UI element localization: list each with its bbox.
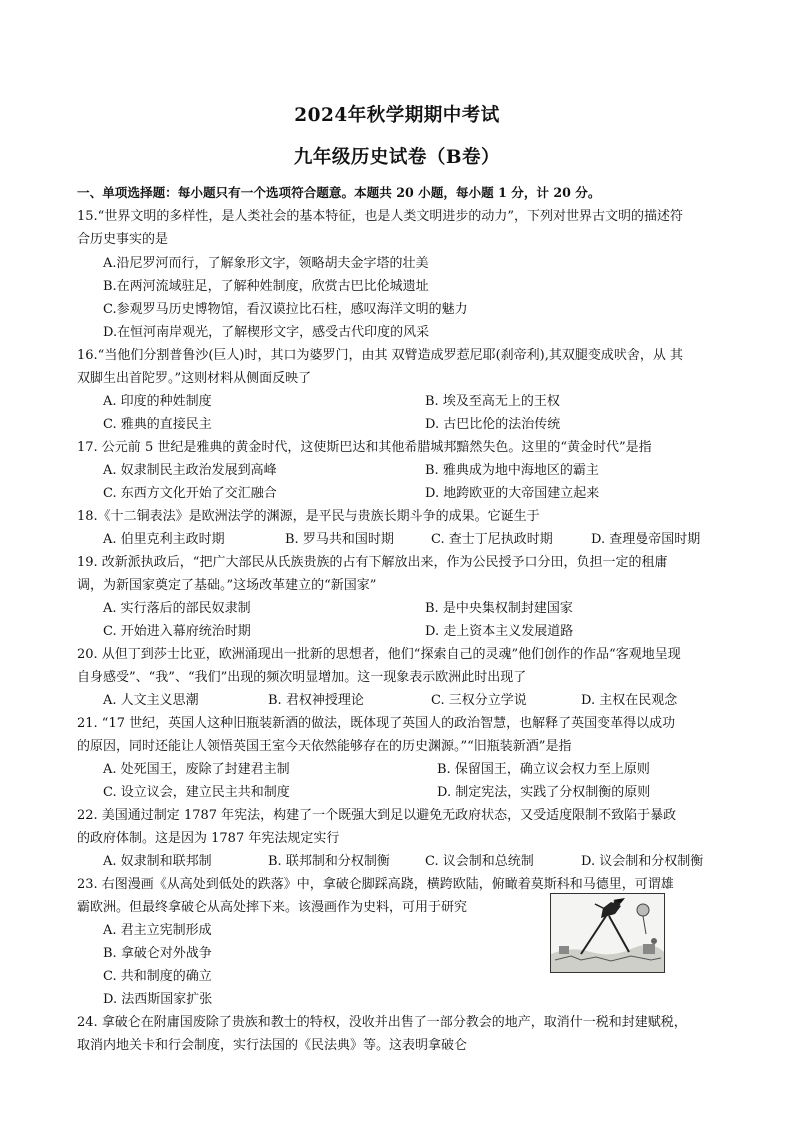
q18-option-b: B. 罗马共和国时期 (285, 532, 394, 547)
q20-stem-line-2: 自身感受”、“我”、“我们”出现的频次明显增加。这一现象表示欧洲此时出现了 (77, 670, 527, 685)
q22-option-d: D. 议会制和分权制衡 (581, 854, 704, 869)
q19-option-a: A. 实行落后的部民奴隶制 (103, 601, 251, 616)
q17-option-a: A. 奴隶制民主政治发展到高峰 (103, 463, 277, 478)
exam-title: 2024年秋学期期中考试 (294, 105, 500, 126)
q15-option-d: D.在恒河南岸观光，了解楔形文字，感受古代印度的风采 (103, 325, 430, 340)
q21-option-d: D. 制定宪法，实践了分权制衡的原则 (437, 785, 651, 800)
q20-option-c: C. 三权分立学说 (431, 693, 527, 708)
q18-option-d: D. 查理曼帝国时期 (591, 532, 701, 547)
q17-option-b: B. 雅典成为地中海地区的霸主 (425, 463, 599, 478)
q19-stem-line-2: 调，为新国家奠定了基础。”这场改革建立的“新国家” (77, 578, 377, 593)
q17-option-c: C. 东西方文化开始了交汇融合 (103, 486, 277, 501)
q21-option-b: B. 保留国王，确立议会权力至上原则 (437, 762, 650, 777)
q22-option-b: B. 联邦制和分权制衡 (268, 854, 390, 869)
q22-stem-line-1: 22. 美国通过制定 1787 年宪法，构建了一个既强大到足以避免无政府状态，又受适度限制不致陷于暴政 (77, 808, 677, 823)
q21-option-a: A. 处死国王，废除了封建君主制 (103, 762, 290, 777)
q18-option-c: C. 查士丁尼执政时期 (431, 532, 553, 547)
napoleon-cartoon-image (550, 893, 665, 973)
q20-option-b: B. 君权神授理论 (268, 693, 364, 708)
q20-stem-line-1: 20. 从但丁到莎士比亚，欧洲涌现出一批新的思想者，他们“探索自己的灵魂”他们创作的作品“客观地呈现 (77, 647, 681, 662)
q16-stem-line-1: 16.“当他们分割普鲁沙(巨人)时，其口为婆罗门，由其 双臂造成罗惹尼耶(刹帝利),其双腿变成吠舍，从 其 (77, 348, 684, 363)
q21-stem-line-2: 的原因，同时还能让人领悟英国王室今天依然能够存在的历史渊源。”“旧瓶装新酒”是指 (77, 739, 572, 754)
q19-option-c: C. 开始进入幕府统治时期 (103, 624, 251, 639)
cartoon-drawing (551, 894, 664, 972)
q23-option-a: A. 君主立宪制形成 (103, 923, 212, 938)
q24-stem-line-1: 24. 拿破仑在附庸国废除了贵族和教士的特权，没收并出售了一部分教会的地产，取消什一税和封建赋税， (77, 1015, 687, 1030)
q18-option-a: A. 伯里克利主政时期 (103, 532, 225, 547)
q17-option-d: D. 地跨欧亚的大帝国建立起来 (425, 486, 600, 501)
q23-option-d: D. 法西斯国家扩张 (103, 992, 213, 1007)
q19-stem-line-1: 19. 改新派执政后，“把广大部民从氏族贵族的占有下解放出来，作为公民授予口分田，负担一定的租庸 (77, 555, 668, 570)
q16-option-b: B. 埃及至高无上的王权 (425, 394, 560, 409)
q23-stem-line-1: 23. 右图漫画《从高处到低处的跌落》中，拿破仑脚踩高跷，横跨欧陆，俯瞰着莫斯科和马德里，可谓雄 (77, 877, 674, 892)
q21-option-c: C. 设立议会，建立民主共和制度 (103, 785, 290, 800)
q20-option-d: D. 主权在民观念 (581, 693, 678, 708)
q22-option-c: C. 议会制和总统制 (425, 854, 534, 869)
q21-stem-line-1: 21. “17 世纪，英国人这种旧瓶装新酒的做法，既体现了英国人的政治智慧，也解释了英国变革得以成功 (77, 716, 676, 731)
q17-stem: 17. 公元前 5 世纪是雅典的黄金时代，这使斯巴达和其他希腊城邦黯然失色。这里的“黄金时代”是指 (77, 440, 652, 455)
q15-stem-line-2: 合历史事实的是 (77, 232, 169, 247)
q22-option-a: A. 奴隶制和联邦制 (103, 854, 212, 869)
q23-option-b: B. 拿破仑对外战争 (103, 946, 212, 961)
q15-option-c: C.参观罗马历史博物馆，看汉谟拉比石柱，感叹海洋文明的魅力 (103, 302, 468, 317)
q16-option-d: D. 古巴比伦的法治传统 (425, 417, 561, 432)
q16-option-a: A. 印度的种姓制度 (103, 394, 212, 409)
q15-option-a: A.沿尼罗河而行，了解象形文字，领略胡夫金字塔的壮美 (103, 256, 429, 271)
q23-stem-line-2: 霸欧洲。但最终拿破仑从高处摔下来。该漫画作为史料，可用于研究 (77, 900, 468, 915)
q22-stem-line-2: 的政府体制。这是因为 1787 年宪法规定实行 (77, 831, 340, 846)
q15-option-b: B.在两河流域驻足，了解种姓制度，欣赏古巴比伦城遗址 (103, 279, 429, 294)
q19-option-d: D. 走上资本主义发展道路 (425, 624, 574, 639)
exam-subtitle: 九年级历史试卷（B卷） (293, 147, 501, 168)
q18-stem: 18.《十二铜表法》是欧洲法学的渊源，是平民与贵族长期斗争的成果。它诞生于 (77, 509, 540, 524)
q24-stem-line-2: 取消内地关卡和行会制度，实行法国的《民法典》等。这表明拿破仑 (77, 1038, 468, 1053)
q23-option-c: C. 共和制度的确立 (103, 969, 212, 984)
q16-stem-line-2: 双脚生出首陀罗。”这则材料从侧面反映了 (77, 371, 312, 386)
q15-stem-line-1: 15.“世界文明的多样性，是人类社会的基本特征，也是人类文明进步的动力”，下列对世界古文明的描述符 (77, 209, 683, 224)
q16-option-c: C. 雅典的直接民主 (103, 417, 212, 432)
section-heading: 一、单项选择题：每小题只有一个选项符合题意。本题共 20 小题，每小题 1 分，计 20 分。 (77, 185, 601, 200)
q20-option-a: A. 人文主义思潮 (103, 693, 199, 708)
q19-option-b: B. 是中央集权制封建国家 (425, 601, 573, 616)
